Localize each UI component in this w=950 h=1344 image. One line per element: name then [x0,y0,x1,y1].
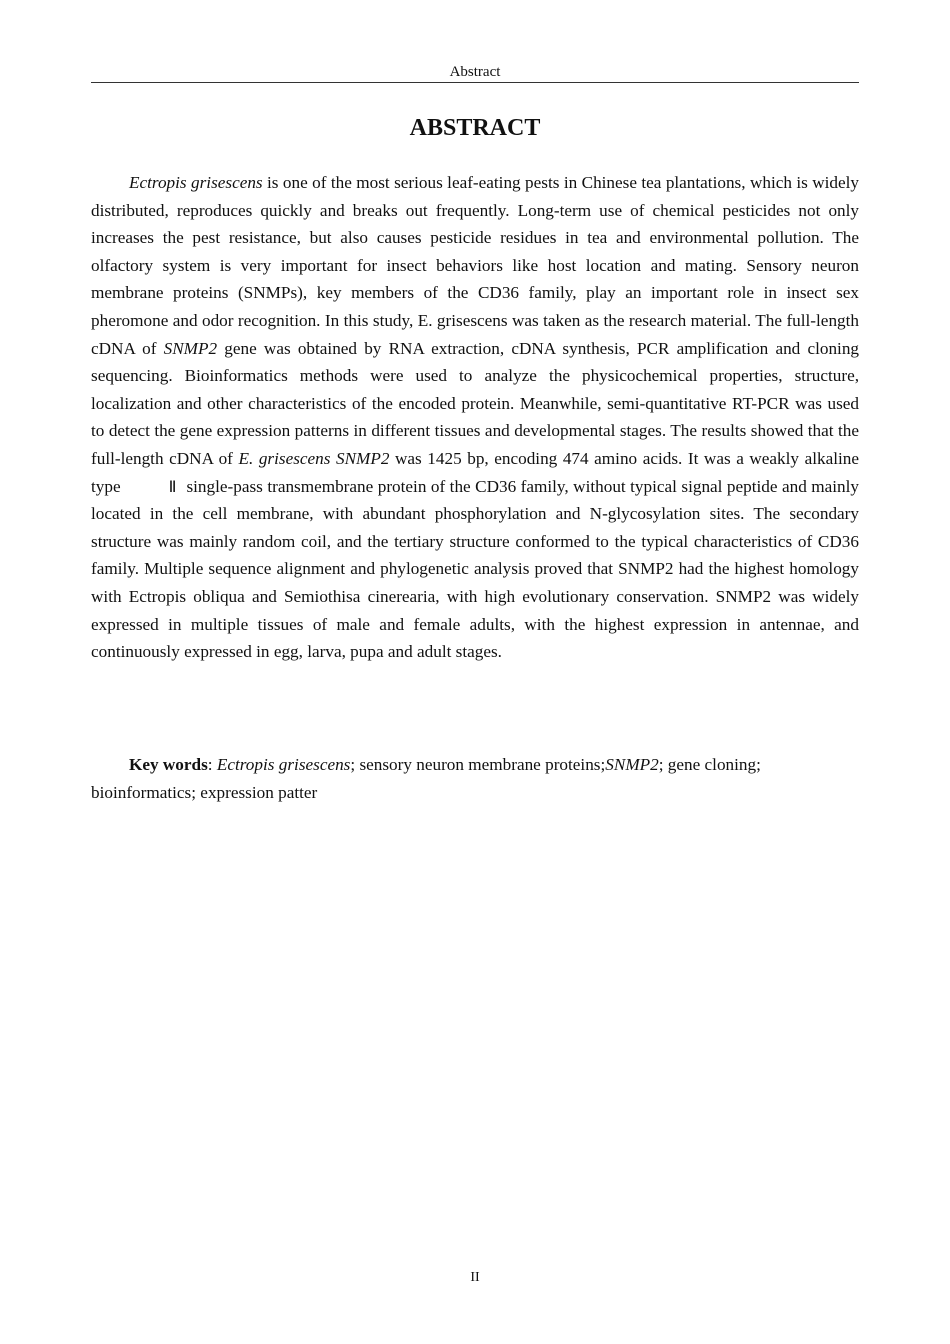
running-header: Abstract [449,64,501,80]
abstract-text-2: gene was obtained by RNA extraction, cDNA synthesis, PCR amplification and cloning sequencing. Bioinformatics methods were used to analyze the physicochemical properties, structure, localization and other characteristics of the encoded protein. Meanwhile, semi-quantitative RT-PCR was used to detect the gene expression patterns in different tissues and developmental stages. The results showed that the full-length cDNA of [91,338,860,468]
header-rule [91,82,859,83]
page-title: ABSTRACT [409,115,541,141]
species-name-italic: Ectropis grisescens [129,173,263,192]
keywords-label: Key words [129,755,208,774]
species-gene-italic: E. grisescens SNMP2 [238,448,390,468]
keywords-separator: : [207,755,217,774]
gene-name-italic: SNMP2 [163,338,218,358]
page-number: II [470,1270,480,1285]
keyword-text-2: ; gene cloning; bioinformatics; expression patter [91,755,761,802]
abstract-paragraph [91,169,859,666]
abstract-text-1: is one of the most serious leaf-eating pests in Chinese tea plantations, which is widely distributed, reproduces quickly and breaks out frequently. Long-term use of chemical pesticides not only increases the pest resistance, but also causes pesticide residues in tea and environmental pollution. The olfactory system is very important for insect behaviors like host location and mating. Sensory neuron membrane proteins (SNMPs), key members of the CD36 family, play an important role in insect sex pheromone and odor recognition. In this study, E. grisescens was taken as the research material. The full-length cDNA of [91,173,859,358]
abstract-text-3: was 1425 bp, encoding 474 amino acids. It was a weakly alkaline type [91,448,859,496]
keyword-text-1: ; sensory neuron membrane proteins; [350,755,606,774]
keyword-species-italic: Ectropis grisescens [216,755,351,774]
keywords-line [91,751,859,807]
keyword-gene-italic: SNMP2 [605,755,659,774]
roman-numeral-two: Ⅱ [168,476,177,496]
abstract-text-4: single-pass transmembrane protein of the CD36 family, without typical signal peptide and mainly located in the cell membrane, with abundant phosphorylation and N-glycosylation sites. The secondary structure was mainly random coil, and the tertiary structure conformed to the typical characteristics of CD36 family. Multiple sequence alignment and phylogenetic analysis proved that SNMP2 had the highest homology with Ectropis obliqua and Semiothisa cinerearia, with high evolutionary conservation. SNMP2 was widely expressed in multiple tissues of male and female adults, with the highest expression in antennae, and continuously expressed in egg, larva, pupa and adult stages. [91,476,859,662]
